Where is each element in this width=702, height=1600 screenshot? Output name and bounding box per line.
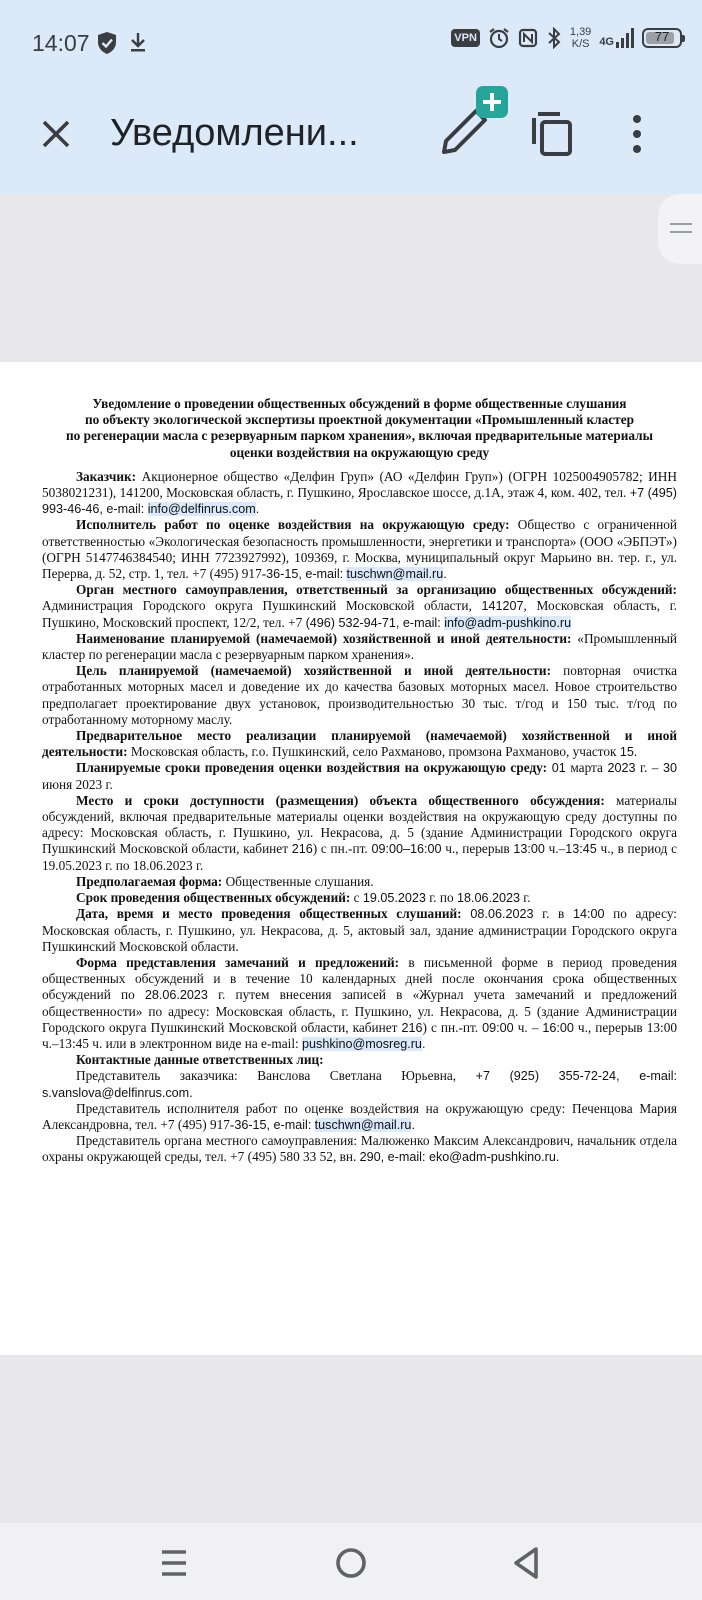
notice-title-line: по регенерации масла с резервуарным парком хранения», включая предварительные материалы [65,428,653,444]
location-label: Предварительное место реализации планируемой (намечаемой) хозяйственной и иной деятельности: [42,728,677,760]
schedule-paragraph [42,760,677,792]
comments-text: ч., перерыв 13:00 ч.–13:45 ч. или в электронном виде на e-mail: [42,1019,678,1051]
notice-title-line: Уведомление о проведении общественных обсуждений в форме общественные слушания [92,396,627,411]
home-icon[interactable] [331,1543,371,1583]
customer-contact-text: Представитель заказчика: Ванслова Светлана Юрьевна, [76,1068,476,1084]
comments-value: 16:00 [542,1020,574,1035]
schedule-value: июня 2023 г. [42,776,113,792]
customer-phone: +7 (495) 993-46-46, e-mail: [42,486,677,517]
shield-check-icon [96,31,118,55]
hearing-text: по адресу: Московская область, г. Пушкино, ул. Некрасова, д. 5, актовый зал, здание администрации Городского округа Пушкинский Московской области. [42,906,678,954]
schedule-value: 30 [662,761,677,776]
signal-icon [616,28,634,48]
hearing-label: Дата, время и место проведения общественных слушаний: [76,906,462,922]
activity-goal-label: Цель планируемой (намечаемой) хозяйственной и иной деятельности: [76,663,552,679]
activity-goal-text: повторная очистка отработанных моторных масел и доведение их до качества базовых моторных масел. Новое строительство предполагает проектирование двух установок, производительностью 30 тыс. т/год и 150 тыс. т/год по отработанному моторному маслу. [42,663,677,727]
contacts-label: Контактные данные ответственных лиц: [76,1052,324,1068]
customer-label: Заказчик: [76,468,137,484]
authority-contact-text: Представитель органа местного самоуправления: Малюженко Максим Александрович, начальник отдела охраны окружающей среды, тел. +7 (495) 580 33 52, вн. [42,1133,677,1165]
term-text: г. [519,890,531,906]
availability-text: ) с пн.-пт. [312,841,372,857]
bluetooth-icon [546,27,562,49]
vpn-icon: VPN [451,29,480,47]
customer-contact-paragraph [42,1068,677,1100]
comments-label: Форма представления замечаний и предложений: [76,954,400,970]
schedule-label: Планируемые сроки проведения оценки воздействия на окружающую среду: [76,760,548,776]
schedule-value: марта [565,760,608,776]
term-paragraph [42,890,677,906]
customer-email-link[interactable]: info@delfinrus.com [147,502,256,517]
hearing-text: г. в [533,906,573,922]
availability-text: ч., перерыв [441,841,514,857]
punctuation: . [555,1150,560,1165]
schedule-value: г. – [635,760,663,776]
comments-paragraph [42,955,677,1052]
comments-text: ) с пн.-пт. [422,1019,483,1035]
punctuation: . [411,1117,415,1132]
punctuation: . [443,567,447,582]
authority-email-link[interactable]: info@adm-pushkino.ru [444,615,572,630]
schedule-value: 2023 [607,761,636,776]
contractor-contact-paragraph [42,1101,677,1133]
format-paragraph [42,874,677,890]
comments-text: г. путем внесения записей в «Журнал учета замечаний и предложений общественности» по адресу: Московская область, г. Пушкино, ул. Некрасова, д. 5 (здание Администрации Городского округа Пушкинский Московской области, кабинет [42,987,677,1035]
hearing-date: 08.06.2023 [461,907,534,922]
close-icon[interactable] [38,116,74,152]
term-date: 19.05.2023 [362,891,426,906]
document-content [42,396,677,1166]
authority-phone: (496) 532-94-71 [305,615,396,630]
status-time: 14:07 [32,30,90,56]
contacts-heading [42,1052,677,1068]
download-icon [128,31,148,53]
copy-icon[interactable] [530,108,576,158]
punctuation: . [421,1036,426,1051]
authority-address: , Московская область, г. Пушкино, Московский проспект, 12/2, тел. +7 [42,598,677,630]
authority-email-label: , e-mail: [395,615,445,630]
availability-text: материалы обсуждений, включая предварительные материалы оценки воздействия на окружающую среду доступны по адресу: Московская область, г. Пушкино, ул. Некрасова, д. 5 (здание Администрации Городского округа Пушкинский Московской области, кабинет [42,792,677,857]
signal-indicator [599,28,634,48]
authority-postcode: 141207 [481,599,524,614]
comments-text: ч. – [513,1019,543,1035]
contractor-contact-text: Представитель исполнителя работ по оценке воздействия на окружающую среду: Печенцова Мария Александровна, тел. +7 (495) 917- [42,1100,677,1132]
availability-text: ч.– [544,841,566,857]
notice-title-line: оценки воздействия на окружающую среду [229,444,490,460]
speed-unit: K/S [571,38,590,50]
availability-value: 13:45 [565,842,597,857]
alarm-icon [488,27,510,49]
term-text: с [350,890,363,906]
authority-contact-details: 290, e-mail: eko@adm-pushkino.ru [359,1150,556,1165]
hearing-time: 14:00 [572,907,605,922]
location-paragraph [42,728,677,760]
recent-apps-icon[interactable] [154,1543,194,1583]
schedule-value: 01 [547,761,566,776]
contractor-text: Общество с ограниченной ответственностью «Экологическая безопасность промышленности, энергетики и транспорта» (ООО «ЭБПЭТ») (ОГРН 5147746384540; ИНН 7723927992), 109369, г. Москва, муниципальный округ Марьино вн. тер. г., ул. Перерва, д. 52, стр. 1, тел. +7 (495) 917- [42,517,678,582]
availability-value: 216 [291,842,313,857]
comments-text: в письменной форме в период проведения общественных обсуждений и в течение 10 календарных дней после окончания срока общественных обсуждений по [42,954,677,1003]
contractor-email-link[interactable]: tuschwn@mail.ru [346,567,444,582]
network-speed [570,26,591,50]
comments-email-link[interactable]: pushkino@mosreg.ru [302,1036,422,1051]
hearing-paragraph [42,906,677,955]
viewer-background-top [0,194,702,362]
customer-contact-details: +7 (925) 355-72-24, e-mail: s.vanslova@delfinrus.com [42,1069,677,1100]
term-label: Срок проведения общественных обсуждений: [76,890,351,906]
availability-label: Место и сроки доступности (размещения) объекта общественного обсуждения: [76,792,605,808]
availability-paragraph [42,793,677,874]
term-date: 18.06.2023 [456,891,520,906]
availability-value: 09:00–16:00 [371,842,442,857]
contractor-label: Исполнитель работ по оценке воздействия на окружающую среду: [76,517,510,533]
activity-name-label: Наименование планируемой (намечаемой) хозяйственной и иной деятельности: [76,630,572,646]
edit-icon[interactable] [438,86,510,158]
more-options-icon[interactable] [632,114,642,154]
activity-goal-paragraph [42,663,677,728]
authority-paragraph [42,582,677,631]
punctuation: . [189,1085,193,1100]
authority-label: Орган местного самоуправления, ответственный за организацию общественных обсуждений: [76,582,677,598]
speed-value: 1,39 [569,26,592,38]
viewer-background-bottom [0,1355,702,1523]
availability-text: ч., в период с 19.05.2023 г. по 18.06.2023 г. [42,841,677,873]
notice-title [42,396,677,461]
status-bar [0,0,702,86]
customer-text: Акционерное общество «Делфин Груп» (АО «Делфин Груп») (ОГРН 1025004905782; ИНН 5038021231), 141200, Московская область, г. Пушкино, Ярославское шоссе, д.1А, этаж 4, ком. 402, тел. [42,468,677,501]
navigation-bar [0,1523,702,1600]
authority-text: Администрация Городского округа Пушкинский Московской области, [42,598,482,614]
document-title: Уведомлени... [110,112,359,154]
punctuation: . [255,502,260,517]
activity-name-text: «Промышленный кластер по регенерации масла с резервуарным парком хранения». [42,630,678,663]
back-icon[interactable] [506,1543,546,1583]
comments-value: 216 [401,1020,423,1035]
notice-title-line: по объекту экологической экспертизы проектной документации «Промышленный кластер [84,412,635,428]
battery-icon [642,28,682,48]
contractor-phone: 36-15, e-mail: [266,567,344,582]
battery-level: 77 [654,29,670,44]
location-text: Московская область, г.о. Пушкинский, село Рахманово, промзона Рахманово, участок [127,744,620,760]
format-text: Общественные слушания. [222,873,374,889]
network-type: 4G [599,36,614,48]
scroll-handle[interactable] [658,194,702,264]
term-text: г. по [425,890,457,906]
app-bar [0,86,702,194]
activity-name-paragraph [42,631,677,663]
contractor-contact-email-link[interactable]: tuschwn@mail.ru [314,1117,412,1132]
contractor-contact-details: 36-15, e-mail: [234,1117,312,1132]
comments-value: 09:00 [482,1020,514,1035]
plot-number: 15 [619,745,634,760]
document-page [0,362,702,1355]
availability-value: 13:00 [513,842,545,857]
authority-contact-paragraph [42,1133,677,1165]
nfc-icon [518,28,538,48]
punctuation: . [633,744,638,760]
customer-paragraph [42,469,677,518]
contractor-paragraph [42,517,677,582]
format-label: Предполагаемая форма: [76,873,223,889]
comments-value: 28.06.2023 [144,988,208,1003]
